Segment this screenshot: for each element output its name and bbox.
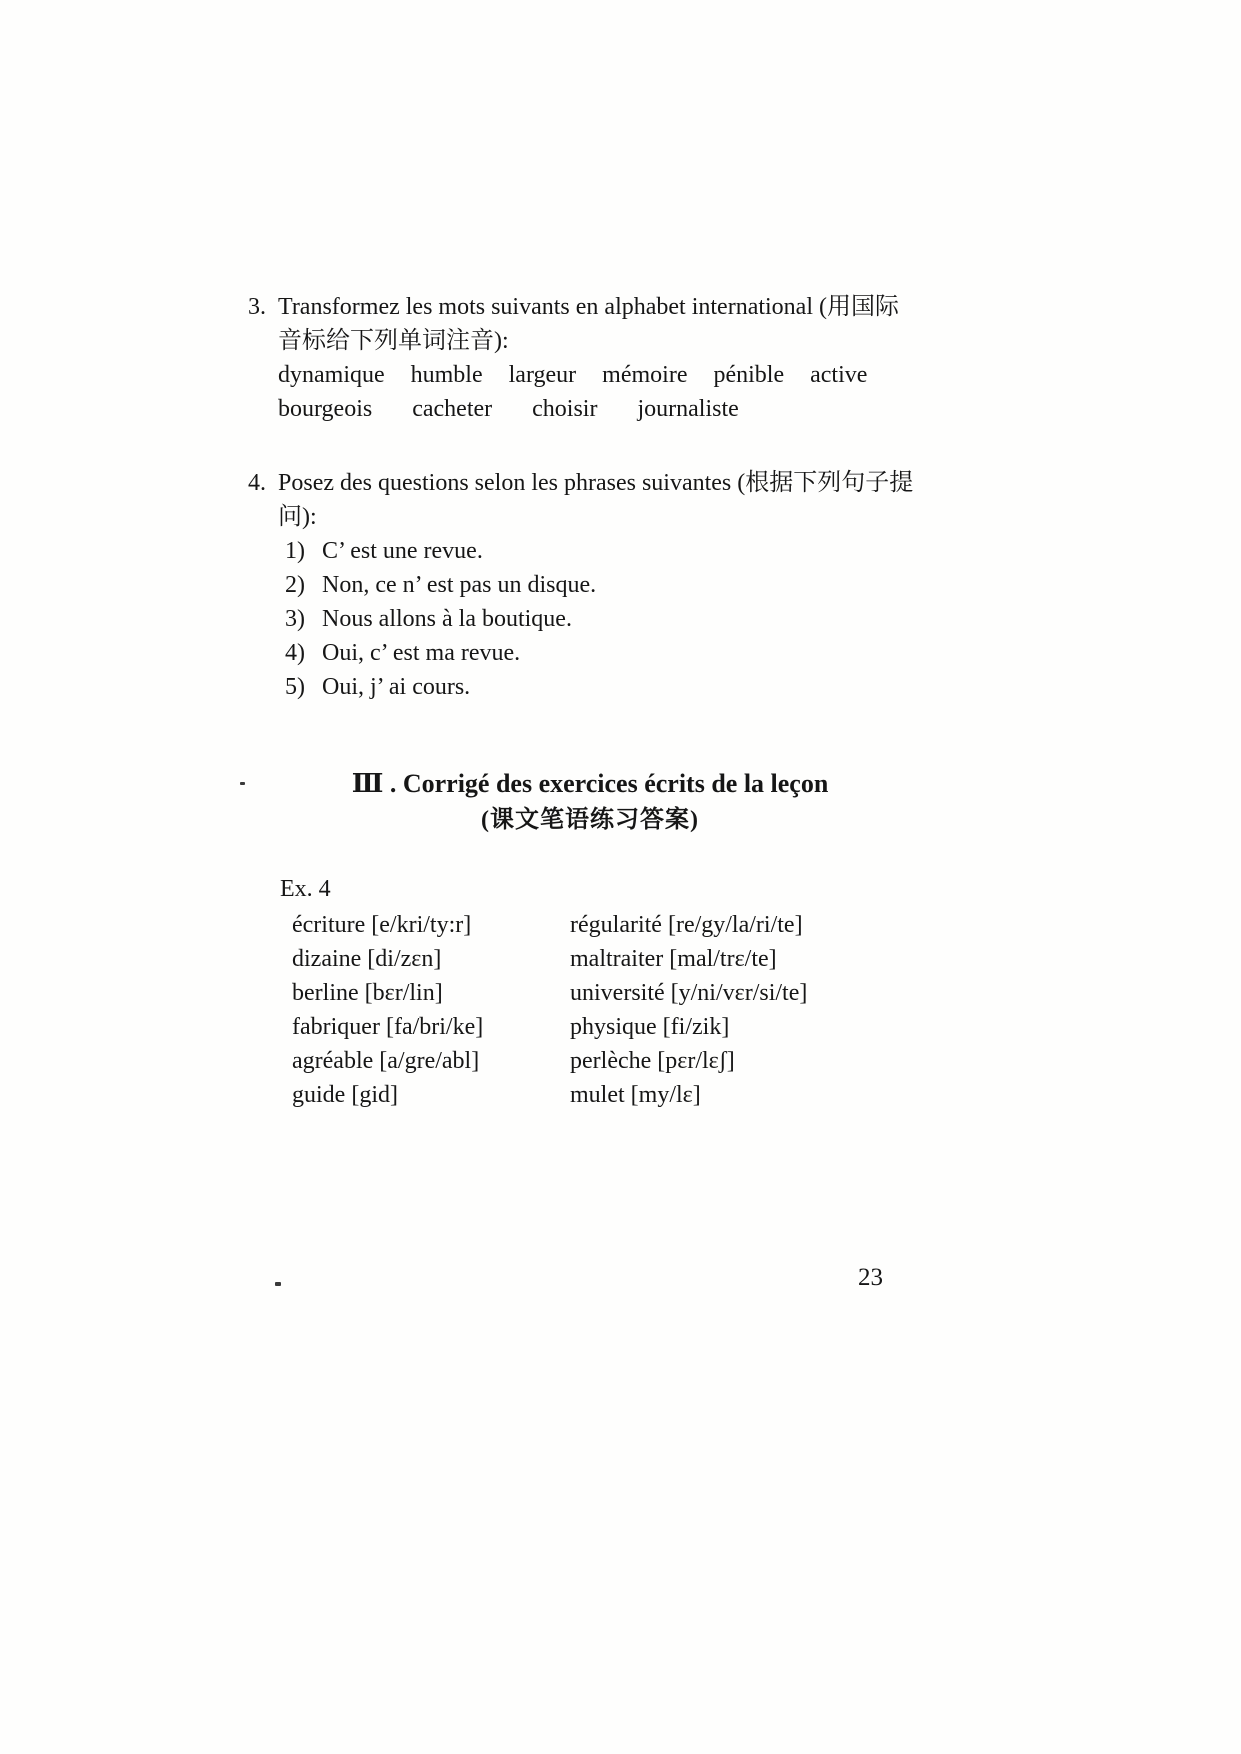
question-number: 4) <box>285 640 305 666</box>
answer-right <box>570 1044 735 1078</box>
answer-word: régularité <box>570 912 662 938</box>
answer-row <box>292 976 807 1010</box>
answer-word: agréable <box>292 1048 374 1074</box>
answer-ipa: [e/kri/ty:r] <box>371 912 472 938</box>
answer-ipa: [fa/bri/ke] <box>385 1014 484 1040</box>
answer-right <box>570 908 803 942</box>
exercise-3-prompt-text: Transformez les mots suivants en alphabet international (用国际 <box>278 294 899 320</box>
word-item: pénible <box>713 362 785 388</box>
answer-row <box>292 1078 807 1112</box>
answer-word: guide <box>292 1082 346 1108</box>
answer-left <box>292 908 570 942</box>
answer-ipa: [y/ni/vɛr/si/te] <box>670 980 808 1006</box>
word-item: largeur <box>508 362 577 388</box>
answer-row <box>292 942 807 976</box>
question-text: Non, ce n’ est pas un disque. <box>322 572 597 598</box>
word-item: choisir <box>532 396 598 422</box>
exercise-4-number: 4. <box>248 470 266 496</box>
answer-ipa: [fi/zik] <box>662 1014 730 1040</box>
answers-list <box>292 908 807 1112</box>
question-text: C’ est une revue. <box>322 538 483 564</box>
question-number: 3) <box>285 606 305 632</box>
exercise-4 <box>248 466 913 704</box>
word-item: humble <box>410 362 483 388</box>
question-number: 1) <box>285 538 305 564</box>
answer-ipa: [a/gre/abl] <box>379 1048 480 1074</box>
answer-word: dizaine <box>292 946 362 972</box>
exercise-4-prompt-line-1 <box>248 466 913 500</box>
scan-speck <box>240 782 245 785</box>
exercise-3 <box>248 290 899 426</box>
answer-word: maltraiter <box>570 946 664 972</box>
answer-word: perlèche <box>570 1048 652 1074</box>
exercise-3-prompt-line-1 <box>248 290 899 324</box>
question-text: Oui, c’ est ma revue. <box>322 640 521 666</box>
word-item: bourgeois <box>278 396 373 422</box>
answer-right <box>570 1078 701 1112</box>
answer-word: écriture <box>292 912 366 938</box>
answer-word: mulet <box>570 1082 625 1108</box>
question-text: Oui, j’ ai cours. <box>322 674 471 700</box>
answer-ipa: [pɛr/lɛʃ] <box>657 1048 735 1074</box>
question-item <box>285 602 913 636</box>
word-item: journaliste <box>637 396 739 422</box>
answer-row <box>292 1010 807 1044</box>
exercise-4-prompt-line-2: 问): <box>278 504 317 530</box>
scan-speck <box>275 1282 281 1286</box>
exercise-3-word-row-1 <box>278 358 899 392</box>
question-item <box>285 568 913 602</box>
answer-ipa: [re/gy/la/ri/te] <box>667 912 803 938</box>
answer-row <box>292 1044 807 1078</box>
question-number: 5) <box>285 674 305 700</box>
question-item <box>285 670 913 704</box>
exercise-4-question-list <box>285 534 913 704</box>
exercise-4-prompt-text: Posez des questions selon les phrases suivantes (根据下列句子提 <box>278 470 914 496</box>
answer-left <box>292 1078 570 1112</box>
word-item: mémoire <box>602 362 688 388</box>
section-heading-french: Ⅲ . Corrigé des exercices écrits de la leçon <box>351 769 829 798</box>
answer-ipa: [my/lɛ] <box>630 1082 701 1108</box>
answer-word: fabriquer <box>292 1014 380 1040</box>
question-text: Nous allons à la boutique. <box>322 606 572 632</box>
answer-word: physique <box>570 1014 657 1040</box>
question-item <box>285 534 913 568</box>
section-heading <box>240 766 940 838</box>
answer-left <box>292 1010 570 1044</box>
answer-word: berline <box>292 980 359 1006</box>
answer-left <box>292 1044 570 1078</box>
exercise-3-word-row-2 <box>278 392 899 426</box>
answer-word: université <box>570 980 665 1006</box>
answer-ipa: [mal/trɛ/te] <box>669 946 777 972</box>
section-heading-chinese: (课文笔语练习答案) <box>481 807 699 833</box>
answer-right <box>570 1010 729 1044</box>
question-item <box>285 636 913 670</box>
word-item: cacheter <box>412 396 493 422</box>
word-item: dynamique <box>278 362 385 388</box>
answer-row <box>292 908 807 942</box>
exercise-3-number: 3. <box>248 294 266 320</box>
answer-ipa: [di/zɛn] <box>367 946 442 972</box>
question-number: 2) <box>285 572 305 598</box>
exercise-3-prompt-line-2: 音标给下列单词注音): <box>278 328 509 354</box>
answer-left <box>292 942 570 976</box>
answer-right <box>570 976 807 1010</box>
answer-left <box>292 976 570 1010</box>
page-number: 23 <box>858 1264 883 1291</box>
answers-label: Ex. 4 <box>280 876 331 902</box>
answer-ipa: [bɛr/lin] <box>364 980 443 1006</box>
word-item: active <box>810 362 868 388</box>
answer-right <box>570 942 777 976</box>
answer-ipa: [gid] <box>351 1082 398 1108</box>
